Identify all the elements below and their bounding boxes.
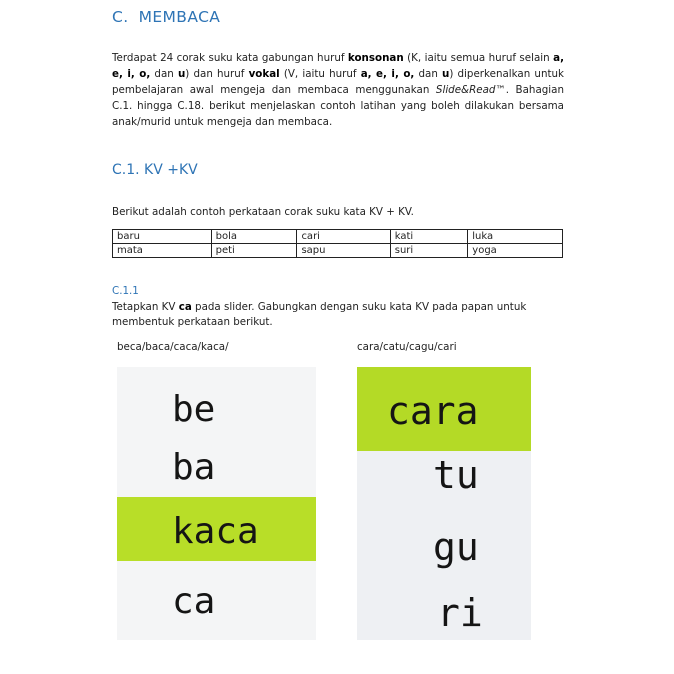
section-title: MEMBACA — [138, 8, 221, 26]
caption-right: cara/catu/cagu/cari — [357, 341, 457, 353]
handwritten-word: gu — [433, 525, 479, 569]
caption-left: beca/baca/caca/kaca/ — [117, 341, 229, 353]
para-text: ™. Bahagian C.1. hingga C.18. berikut menjelaskan contoh latihan yang boleh dilakukan bersama anak/murid untuk mengeja dan membaca. — [112, 84, 564, 128]
table-row — [113, 244, 563, 258]
intro-paragraph — [112, 50, 564, 130]
para-text: dan — [150, 68, 178, 80]
table-cell: luka — [468, 230, 563, 244]
table-cell: peti — [211, 244, 297, 258]
subsection-heading: C.1. KV +KV — [112, 162, 198, 178]
table-intro: Berikut adalah contoh perkataan corak suku kata KV + KV. — [112, 206, 414, 218]
para-italic-brand: Slide&Read — [435, 84, 496, 96]
para-bold-vokal: vokal — [248, 68, 280, 80]
handwritten-word: ca — [172, 581, 216, 622]
para-bold-vowels-2: a, e, i, o, — [360, 68, 415, 80]
section-number: C. — [112, 8, 129, 26]
handwritten-word: ba — [172, 447, 216, 488]
table-cell: baru — [113, 230, 212, 244]
table-cell: bola — [211, 230, 297, 244]
table-cell: suri — [390, 244, 468, 258]
handwritten-word: cara — [387, 389, 479, 433]
para-text: ) dan huruf — [185, 68, 249, 80]
para-bold-konsonan: konsonan — [347, 52, 404, 64]
table-cell: yoga — [468, 244, 563, 258]
para-bold-u: u — [177, 68, 186, 80]
para-text: (V, iaitu huruf — [279, 68, 361, 80]
table-cell: cari — [297, 230, 390, 244]
exercise-instruction — [112, 300, 564, 330]
para-text: Terdapat 24 corak suku kata gabungan huruf — [112, 52, 348, 64]
handwritten-word: tu — [433, 453, 479, 497]
para-text: (K, iaitu semua huruf selain — [403, 52, 554, 64]
table-cell: kati — [390, 230, 468, 244]
para-text: dan — [414, 68, 442, 80]
table-row — [113, 230, 563, 244]
para-text: ) diperkenalkan untuk pembelajaran awal mengeja dan membaca menggunakan — [112, 68, 564, 96]
handwritten-word: ri — [437, 591, 483, 635]
para-bold-vowels: a, e, i, o, — [112, 52, 564, 80]
table-cell: mata — [113, 244, 212, 258]
section-heading — [112, 8, 220, 26]
table-cell: sapu — [297, 244, 390, 258]
photo-left-board — [117, 367, 316, 640]
instr-text: pada slider. Gabungkan dengan suku kata KV pada papan untuk membentuk perkataan berikut. — [112, 301, 527, 328]
exercise-number: C.1.1 — [112, 285, 139, 297]
instr-bold-ca: ca — [178, 301, 192, 313]
word-table — [112, 229, 563, 258]
handwritten-word: be — [172, 389, 216, 430]
para-bold-u-2: u — [442, 68, 450, 80]
photo-right-board — [357, 367, 531, 640]
handwritten-word: kaca — [172, 511, 259, 552]
instr-text: Tetapkan KV — [112, 301, 179, 313]
